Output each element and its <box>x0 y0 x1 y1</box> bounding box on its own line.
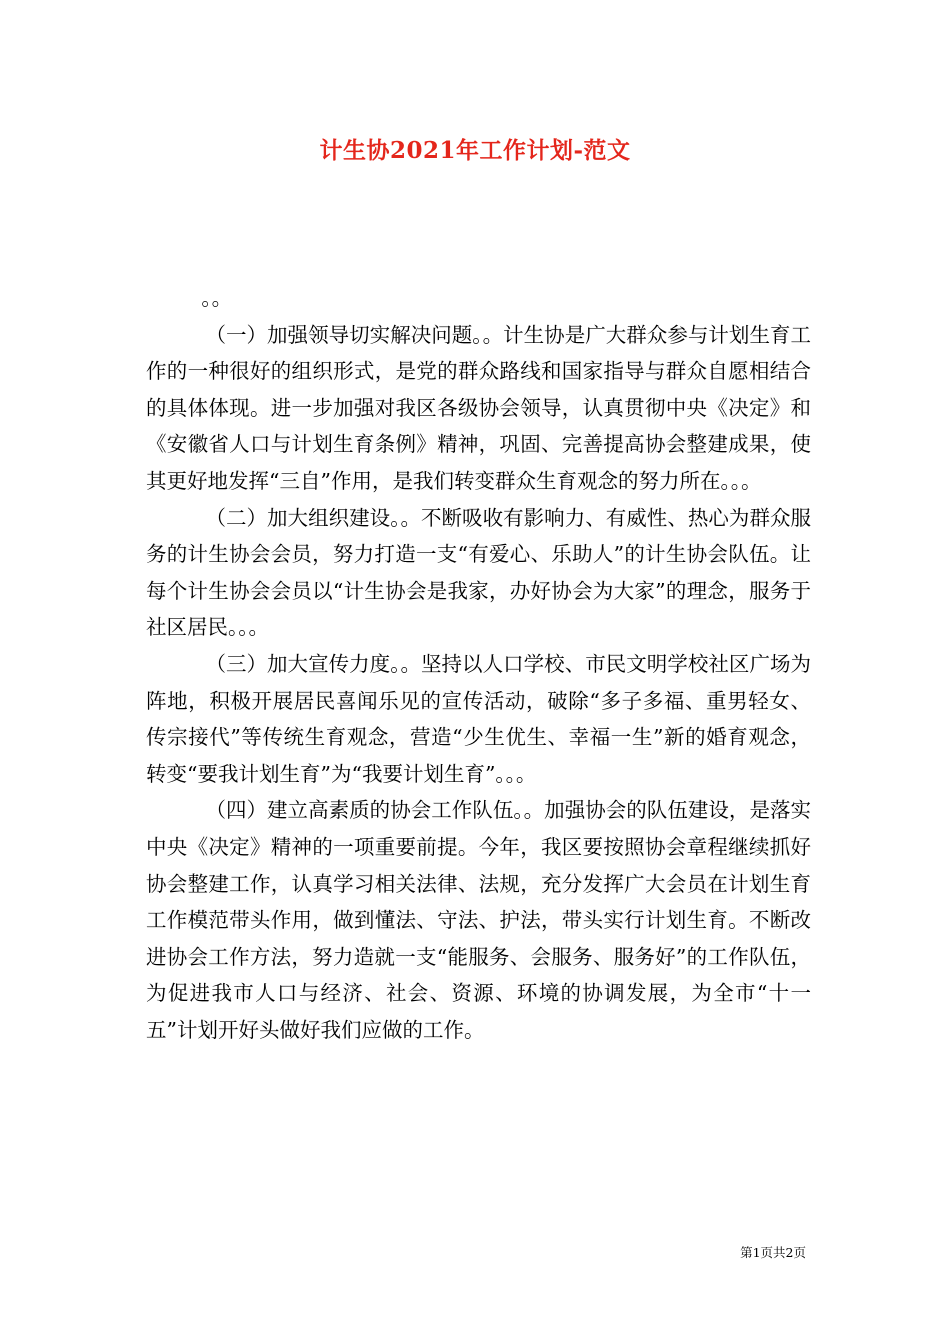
document-title: 计生协2021年工作计划-范文 <box>319 137 631 164</box>
paragraph-4: （四）建立高素质的协会工作队伍。。加强协会的队伍建设，是落实中央《决定》精神的一项重要前提。今年，我区要按照协会章程继续抓好协会整建工作，认真学习相关法律、法规，充分发挥广大会员在计划生育工作模范带头作用，做到懂法、守法、护法，带头实行计划生育。不断改进协会工作方法，努力造就一支“能服务、会服务、服务好”的工作队伍，为促进我市人口与经济、社会、资源、环境的协调发展，为全市“十一五”计划开好头做好我们应做的工作。 <box>146 798 811 1042</box>
paragraph-1: （一）加强领导切实解决问题。。计生协是广大群众参与计划生育工作的一种很好的组织形式，是党的群众路线和国家指导与群众自愿相结合的具体体现。进一步加强对我区各级协会领导，认真贯彻中央《决定》和《安徽省人口与计划生育条例》精神，巩固、完善提高协会整建成果，使其更好地发挥“三自”作用，是我们转变群众生育观念的努力所在。。。 <box>146 322 811 493</box>
document-body <box>146 280 811 1048</box>
paragraph-2: （二）加大组织建设。。不断吸收有影响力、有威性、热心为群众服务的计生协会会员，努力打造一支“有爱心、乐助人”的计生协会队伍。让每个计生协会会员以“计生协会是我家，办好协会为大家”的理念，服务于社区居民。。。 <box>146 505 811 640</box>
paragraph-3: （三）加大宣传力度。。坚持以人口学校、市民文明学校社区广场为阵地，积极开展居民喜闻乐见的宣传活动，破除“多子多福、重男轻女、传宗接代”等传统生育观念，营造“少生优生、幸福一生”新的婚育观念，转变“要我计划生育”为“我要计划生育”。。。 <box>146 651 811 786</box>
page-number-footer: 第1页共2页 <box>740 1245 806 1260</box>
paragraph-intro: 。。 <box>201 286 233 310</box>
